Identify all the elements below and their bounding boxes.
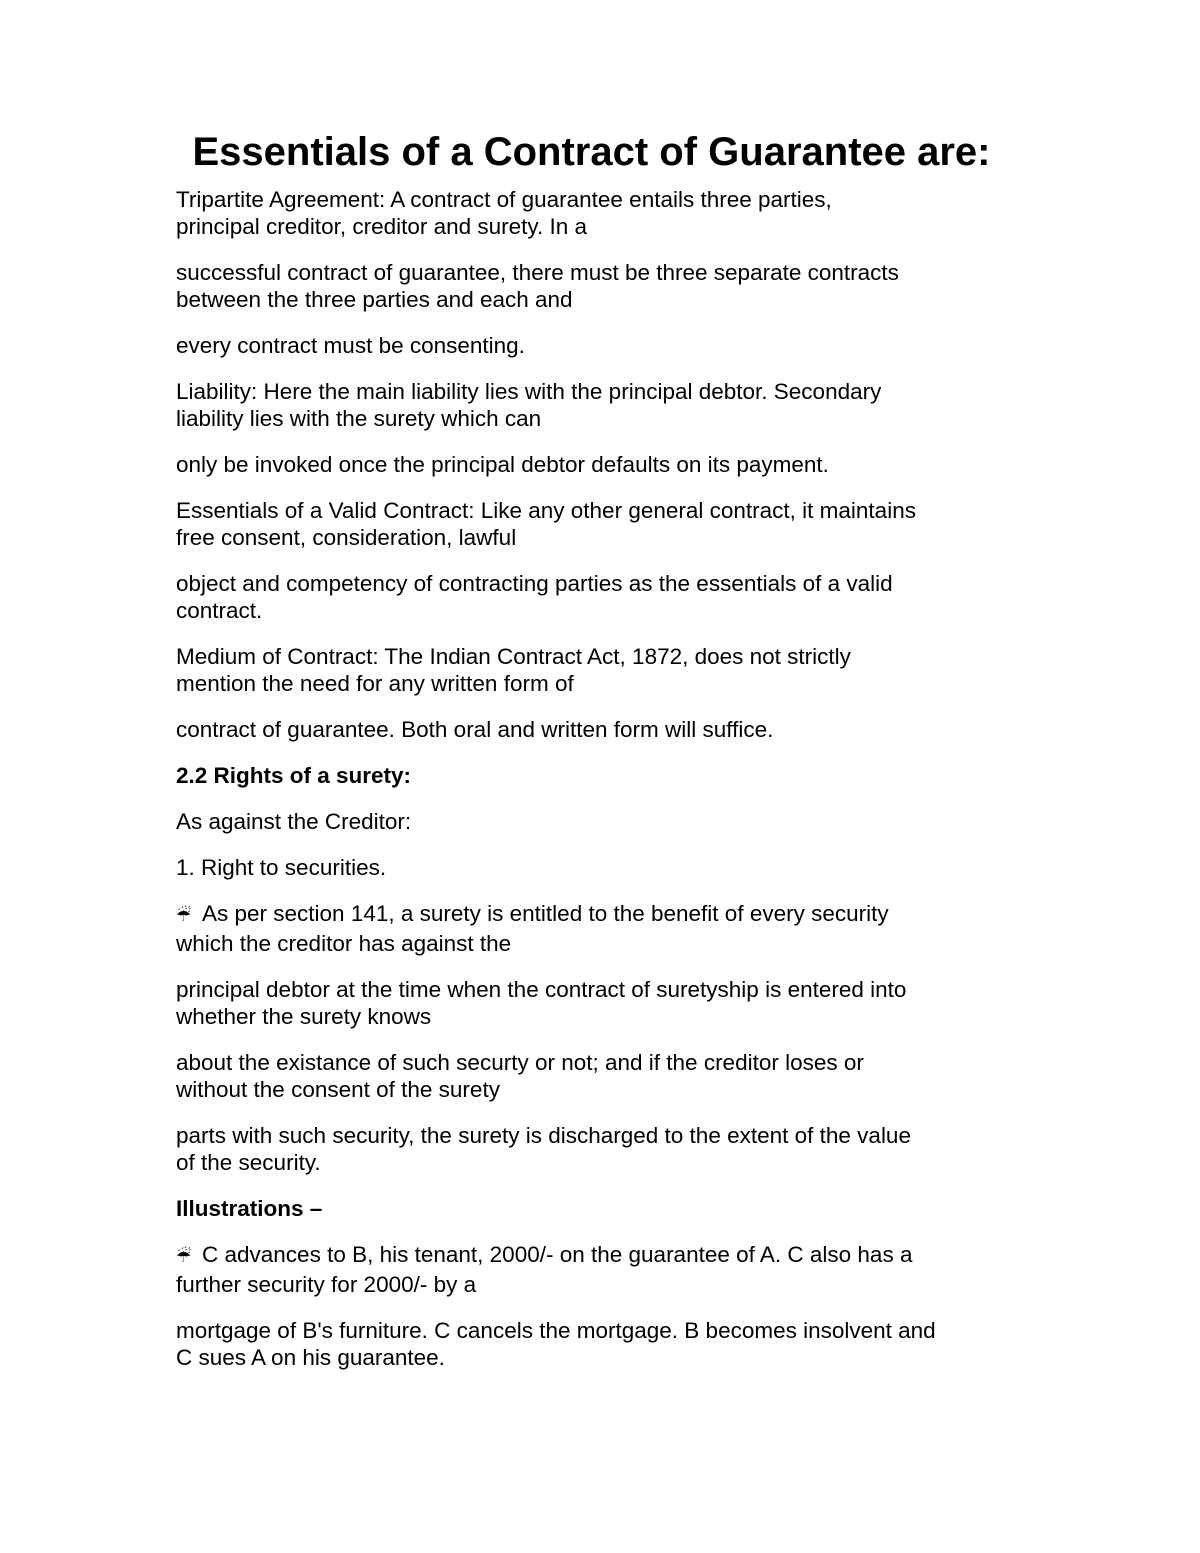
- paragraph: [176, 186, 1036, 240]
- text-line: As against the Creditor:: [176, 809, 412, 834]
- text-line: Tripartite Agreement: A contract of guarantee entails three parties,: [176, 187, 832, 212]
- section-heading: [176, 1195, 1036, 1222]
- text-line: about the existance of such securty or not; and if the creditor loses or: [176, 1050, 864, 1075]
- text-line: C sues A on his guarantee.: [176, 1345, 445, 1370]
- text-line: parts with such security, the surety is discharged to the extent of the value: [176, 1123, 911, 1148]
- paragraph: [176, 1122, 1036, 1176]
- paragraph: [176, 716, 1036, 743]
- text-segment: As per section 141, a surety is entitled to the benefit of every security: [202, 901, 889, 926]
- section-heading: [176, 762, 1036, 789]
- text-line: only be invoked once the principal debtor defaults on its payment.: [176, 452, 829, 477]
- text-line: principal debtor at the time when the contract of suretyship is entered into: [176, 977, 907, 1002]
- text-line: contract of guarantee. Both oral and written form will suffice.: [176, 717, 774, 742]
- text-line: Essentials of a Valid Contract: Like any other general contract, it maintains: [176, 498, 916, 523]
- paragraph: [176, 259, 1036, 313]
- text-line: without the consent of the surety: [176, 1077, 500, 1102]
- text-line: further security for 2000/- by a: [176, 1272, 477, 1297]
- text-segment: C advances to B, his tenant, 2000/- on the guarantee of A. C also has a: [202, 1242, 913, 1267]
- paragraph: [176, 497, 1036, 551]
- text-line: mention the need for any written form of: [176, 671, 574, 696]
- text-line: between the three parties and each and: [176, 287, 573, 312]
- text-line: liability lies with the surety which can: [176, 406, 542, 431]
- paragraph: [176, 378, 1036, 432]
- paragraph: [176, 976, 1036, 1030]
- text-line: 1. Right to securities.: [176, 855, 387, 880]
- text-line: Medium of Contract: The Indian Contract Act, 1872, does not strictly: [176, 644, 851, 669]
- heading-text: 2.2 Rights of a surety:: [176, 763, 412, 788]
- paragraph: [176, 1317, 1036, 1371]
- text-line: free consent, consideration, lawful: [176, 525, 517, 550]
- paragraph: [176, 451, 1036, 478]
- text-line: Liability: Here the main liability lies with the principal debtor. Secondary: [176, 379, 882, 404]
- text-line: every contract must be consenting.: [176, 333, 525, 358]
- text-line: principal creditor, creditor and surety. In a: [176, 214, 588, 239]
- umbrella-bullet-icon: ☔: [176, 906, 192, 926]
- heading-text: Illustrations –: [176, 1196, 323, 1221]
- document-body: [176, 186, 1036, 1390]
- text-line: which the creditor has against the: [176, 931, 512, 956]
- paragraph: [176, 1049, 1036, 1103]
- bullet-paragraph: [176, 1241, 1036, 1298]
- text-line: contract.: [176, 598, 263, 623]
- text-line: successful contract of guarantee, there must be three separate contracts: [176, 260, 899, 285]
- text-line: of the security.: [176, 1150, 321, 1175]
- paragraph: [176, 854, 1036, 881]
- paragraph: [176, 332, 1036, 359]
- bullet-paragraph: [176, 900, 1036, 957]
- text-line: object and competency of contracting parties as the essentials of a valid: [176, 571, 893, 596]
- document-title: Essentials of a Contract of Guarantee are:: [192, 130, 991, 174]
- umbrella-bullet-icon: ☔: [176, 1247, 192, 1267]
- paragraph: [176, 808, 1036, 835]
- paragraph: [176, 643, 1036, 697]
- text-line: mortgage of B's furniture. C cancels the mortgage. B becomes insolvent and: [176, 1318, 936, 1343]
- text-line: whether the surety knows: [176, 1004, 432, 1029]
- paragraph: [176, 570, 1036, 624]
- text-line: [176, 900, 1036, 930]
- text-line: [176, 1241, 1036, 1271]
